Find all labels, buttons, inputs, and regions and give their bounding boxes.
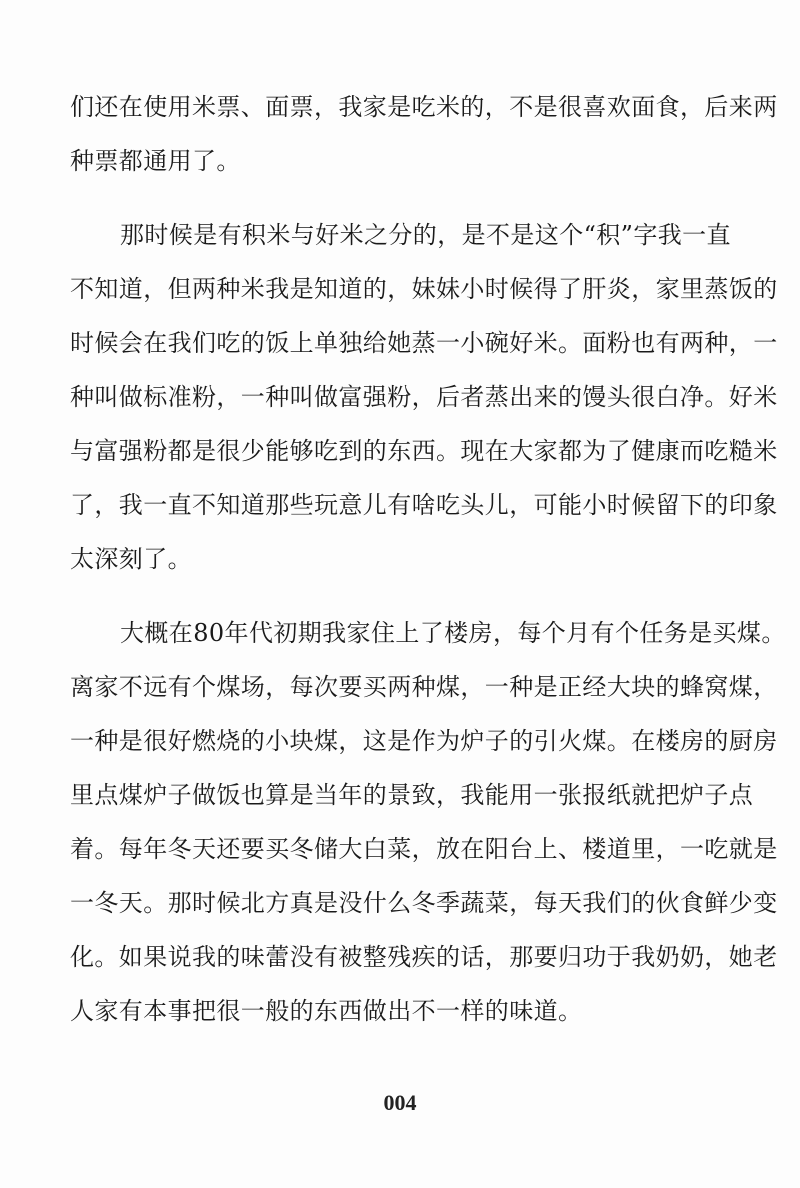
page-number: 004 (383, 1090, 417, 1115)
body-text (70, 80, 786, 1038)
text-line: 大概在80年代初期我家住上了楼房，每个月有个任务是买煤。 (120, 619, 786, 647)
text-line: 化。如果说我的味蕾没有被整残疾的话，那要归功于我奶奶，她老 (70, 943, 778, 971)
text-line: 太深刻了。 (70, 545, 192, 573)
paragraph-1 (70, 80, 778, 188)
text-line: 种叫做标准粉，一种叫做富强粉，后者蒸出来的馒头很白净。好米 (70, 383, 778, 411)
text-line: 里点煤炉子做饭也算是当年的景致，我能用一张报纸就把炉子点 (70, 781, 754, 809)
paragraph-2 (70, 208, 778, 586)
text-line: 与富强粉都是很少能够吃到的东西。现在大家都为了健康而吃糙米 (70, 437, 778, 465)
text-line: 人家有本事把很一般的东西做出不一样的味道。 (70, 997, 583, 1025)
text-line: 一种是很好燃烧的小块煤，这是作为炉子的引火煤。在楼房的厨房 (70, 727, 778, 755)
text-line: 不知道，但两种米我是知道的，妹妹小时候得了肝炎，家里蒸饭的 (70, 275, 778, 303)
text-line: 一冬天。那时候北方真是没什么冬季蔬菜，每天我们的伙食鲜少变 (70, 889, 778, 917)
text-line: 了，我一直不知道那些玩意儿有啥吃头儿，可能小时候留下的印象 (70, 491, 778, 519)
text-line: 们还在使用米票、面票，我家是吃米的，不是很喜欢面食，后来两 (70, 93, 778, 121)
text-line: 那时候是有积米与好米之分的，是不是这个“积”字我一直 (120, 221, 731, 249)
text-line: 种票都通用了。 (70, 147, 241, 175)
text-line: 离家不远有个煤场，每次要买两种煤，一种是正经大块的蜂窝煤， (70, 673, 778, 701)
text-line: 时候会在我们吃的饭上单独给她蒸一小碗好米。面粉也有两种，一 (70, 329, 778, 357)
paragraph-3 (70, 606, 786, 1038)
text-line: 着。每年冬天还要买冬储大白菜，放在阳台上、楼道里，一吃就是 (70, 835, 778, 863)
